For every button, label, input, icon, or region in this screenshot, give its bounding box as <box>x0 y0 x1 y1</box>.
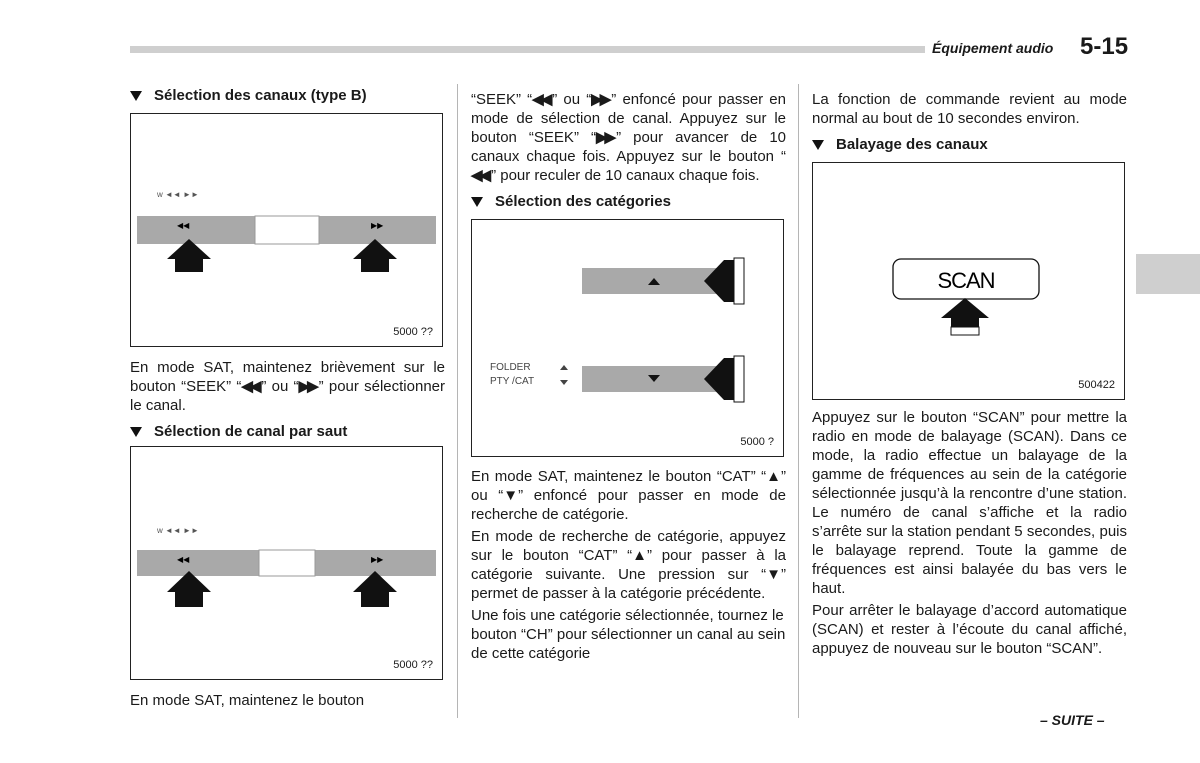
svg-text:▶▶: ▶▶ <box>371 221 384 230</box>
triangle-bullet-icon <box>812 140 824 150</box>
paragraph: Appuyez sur le bouton “SCAN” pour mettre la radio en mode de balayage (SCAN). Dans ce mode, la radio effectue un balayage de la gamme de fréquences au sein de la catégorie sélectionnée jusqu’à la rencontre d’une station. Le numéro de canal s’affiche et la radio s’arrête sur la station pendant 5 secondes, puis le balayage reprend. Toute la gamme de fréquences est ainsi balayée du bas vers le haut. <box>812 409 1127 597</box>
arrow-up-icon <box>353 571 397 607</box>
section-title: Équipement audio <box>932 40 1054 56</box>
svg-text:ᴡ ◄◄ ►►: ᴡ ◄◄ ►► <box>157 526 199 535</box>
svg-text:◀◀: ◀◀ <box>177 555 190 564</box>
arrow-up-icon <box>167 571 211 607</box>
section-heading: Sélection de canal par saut <box>130 422 445 441</box>
triangle-bullet-icon <box>130 427 142 437</box>
paragraph: “SEEK” “◀◀ ” ou “▶▶ ” enfoncé pour passer en mode de sélection de canal. Appuyez sur le bouton “SEEK” “▶▶ ” pour avancer de 10 canaux chaque fois. Appuyez sur le bouton “◀◀ ” pour reculer de 10 canaux chaque fois. <box>471 91 787 184</box>
column-3 <box>812 90 1127 658</box>
forward-icon: ▶▶ <box>298 378 316 395</box>
jump-buttons-illustration <box>131 447 442 679</box>
category-buttons-illustration <box>472 220 783 456</box>
svg-text:◀◀: ◀◀ <box>177 221 190 230</box>
figure-id: 5000 ? <box>740 436 774 448</box>
up-triangle-icon: ▲ <box>632 547 645 564</box>
section-heading: Sélection des catégories <box>471 192 786 211</box>
figure-scan-button <box>812 162 1125 400</box>
paragraph: Une fois une catégorie sélectionnée, tournez le bouton “CH” pour sélectionner un canal au sein de cette catégorie <box>471 607 786 662</box>
section-heading: Sélection des canaux (type B) <box>130 86 445 105</box>
rewind-icon: ◀◀ <box>241 378 259 395</box>
header-rule <box>130 46 925 53</box>
down-triangle-icon: ▼ <box>766 566 778 583</box>
forward-icon: ▶▶ <box>595 129 614 146</box>
pointing-arrow-icon <box>704 358 734 400</box>
svg-text:▶▶: ▶▶ <box>371 555 384 564</box>
rewind-icon: ◀◀ <box>471 167 489 184</box>
column-divider <box>457 84 458 718</box>
figure-jump-buttons <box>130 446 443 680</box>
arrow-up-icon <box>941 298 989 327</box>
up-triangle-icon: ▲ <box>766 468 778 485</box>
svg-text:SCAN: SCAN <box>937 268 995 293</box>
rewind-icon: ◀◀ <box>532 91 550 108</box>
triangle-bullet-icon <box>471 197 483 207</box>
svg-text:FOLDER: FOLDER <box>490 362 531 373</box>
paragraph: En mode SAT, maintenez le bouton “CAT” “▲ ” ou “▼ ” enfoncé pour passer en mode de recherche de catégorie. <box>471 468 786 523</box>
paragraph: Pour arrêter le balayage d’accord automatique (SCAN) et rester à l’écoute du canal affiché, appuyez de nouveau sur le bouton “SCAN”. <box>812 602 1127 657</box>
down-triangle-icon: ▼ <box>503 487 516 504</box>
section-heading: Balayage des canaux <box>812 135 1127 154</box>
figure-id: 5000 ?? <box>393 326 433 338</box>
column-1 <box>130 86 445 710</box>
svg-text:ᴡ ◄◄ ►►: ᴡ ◄◄ ►► <box>157 190 199 199</box>
chapter-tab <box>1136 254 1200 294</box>
svg-text:PTY /CAT: PTY /CAT <box>490 376 535 387</box>
seek-buttons-illustration <box>131 114 442 346</box>
figure-category-buttons <box>471 219 784 457</box>
pointing-arrow-icon <box>704 260 734 302</box>
paragraph: En mode de recherche de catégorie, appuyez sur le bouton “CAT” “▲ ” pour passer à la catégorie suivante. Une pression sur “▼ ” permet de passer à la catégorie précédente. <box>471 528 786 602</box>
figure-seek-buttons <box>130 113 443 347</box>
column-2 <box>471 90 786 663</box>
triangle-bullet-icon <box>130 91 142 101</box>
continued-marker: – SUITE – <box>1040 712 1105 728</box>
paragraph: La fonction de commande revient au mode normal au bout de 10 secondes environ. <box>812 91 1127 127</box>
figure-id: 500422 <box>1078 379 1115 391</box>
scan-button-illustration <box>813 163 1124 399</box>
forward-icon: ▶▶ <box>591 91 609 108</box>
column-divider <box>798 84 799 718</box>
paragraph: En mode SAT, maintenez brièvement sur le bouton “SEEK” “◀◀ ” ou “▶▶ ” pour sélectionner le canal. <box>130 359 445 414</box>
page-number: 5-15 <box>1080 33 1129 60</box>
paragraph: En mode SAT, maintenez le bouton <box>130 692 365 709</box>
figure-id: 5000 ?? <box>393 659 433 671</box>
